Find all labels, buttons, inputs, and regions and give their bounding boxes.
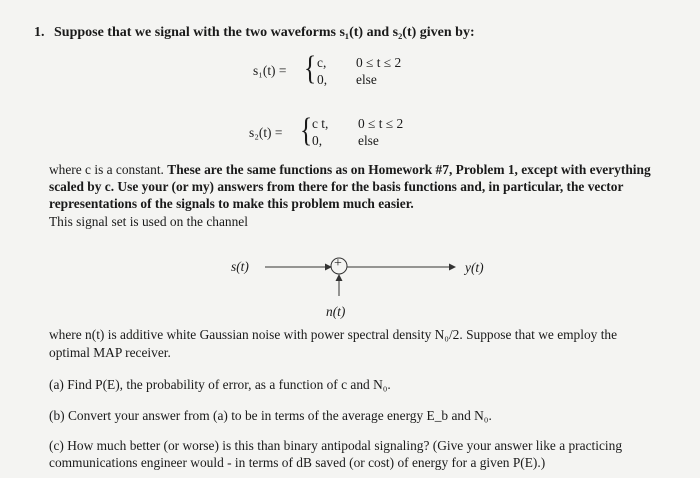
para2-line2: optimal MAP receiver.	[49, 345, 171, 360]
para1-plain: where c is a constant.	[49, 162, 164, 177]
s1-case2-cond: else	[356, 72, 377, 87]
part-a: (a) Find P(E), the probability of error, as a function of c and N₀.	[49, 377, 391, 392]
diagram-output-label: y(t)	[465, 260, 484, 275]
para1-line3: representations of the signals to make this problem much easier.	[49, 196, 414, 211]
diagram-input-label: s(t)	[231, 259, 249, 274]
s2-case1-value: c t,	[312, 116, 329, 131]
adder-symbol: +	[334, 256, 342, 271]
part-c-line1: (c) How much better (or worse) is this than binary antipodal signaling? (Give your answer like a practicing	[49, 438, 623, 453]
s1-brace: {	[304, 50, 317, 87]
para1-bold: These are the same functions as on Homework #7, Problem 1, except with everything	[167, 162, 651, 177]
s2-case1-cond: 0 ≤ t ≤ 2	[358, 116, 404, 131]
s2-lhs: s₂(t) =	[249, 125, 283, 140]
noise-arrowhead	[336, 274, 343, 281]
s1-case1-cond: 0 ≤ t ≤ 2	[356, 55, 402, 70]
part-c-line2: communications engineer would - in terms of dB saved (or cost) of energy for a given P(E).)	[49, 455, 546, 470]
problem-intro: Suppose that we signal with the two waveforms s₁(t) and s₂(t) given by:	[54, 25, 475, 40]
channel-intro: This signal set is used on the channel	[49, 214, 248, 229]
part-b: (b) Convert your answer from (a) to be in terms of the average energy E_b and N₀.	[49, 408, 492, 423]
output-arrowhead	[449, 264, 456, 271]
s1-case1-value: c,	[317, 55, 327, 70]
diagram-noise-label: n(t)	[326, 304, 346, 319]
s1-case2-value: 0,	[317, 72, 328, 87]
para1-line2: scaled by c. Use your (or my) answers from there for the basis functions and, in particular, the vector	[49, 179, 624, 194]
s2-case2-cond: else	[358, 133, 379, 148]
s1-lhs: s₁(t) =	[253, 63, 287, 78]
s2-brace: {	[300, 112, 313, 149]
s2-case2-value: 0,	[312, 133, 323, 148]
para2-line1: where n(t) is additive white Gaussian noise with power spectral density N₀/2. Suppose that we employ the	[49, 327, 618, 342]
problem-number: 1.	[34, 25, 45, 40]
